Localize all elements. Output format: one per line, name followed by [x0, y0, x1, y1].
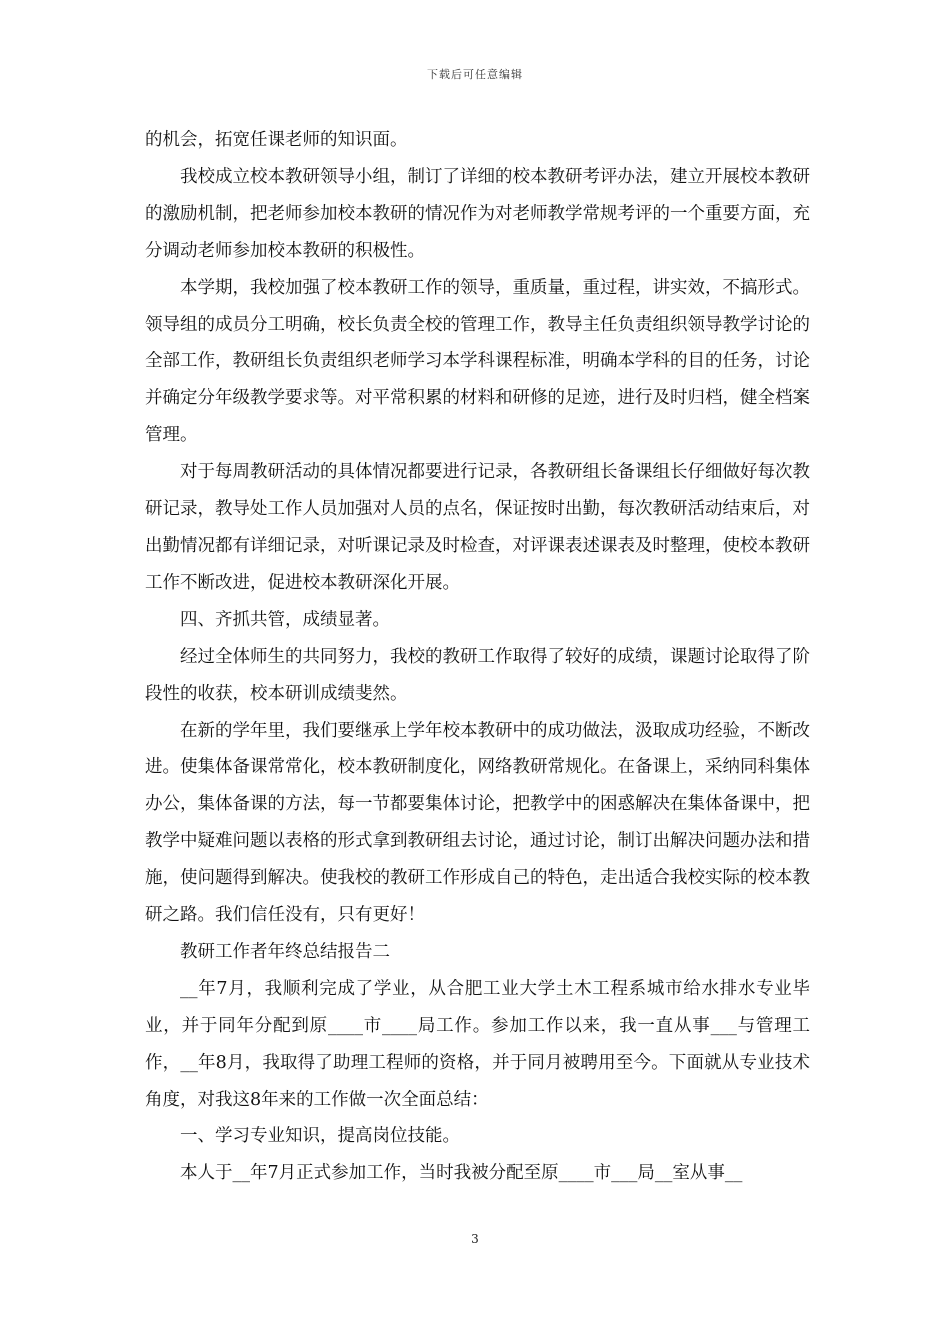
paragraph-2: 我校成立校本教研领导小组，制订了详细的校本教研考评办法，建立开展校本教研的激励机制，把老师参加校本教研的情况作为对老师教学常规考评的一个重要方面，充分调动老师参加校本教研的积极性。 [145, 166, 810, 261]
paragraph-6: 经过全体师生的共同努力，我校的教研工作取得了较好的成绩，课题讨论取得了阶段性的收获，校本研训成绩斐然。 [145, 646, 810, 704]
report-title-2: 教研工作者年终总结报告二 [180, 941, 390, 962]
section-heading-4: 四、齐抓共管，成绩显著。 [180, 609, 390, 630]
page-header: 下载后可任意编辑 [427, 68, 523, 81]
paragraph-7: 在新的学年里，我们要继承上学年校本教研中的成功做法，汲取成功经验，不断改进。使集体备课常常化，校本教研制度化，网络教研常规化。在备课上，采纳同科集体办公，集体备课的方法，每一节都要集体讨论，把教学中的困惑解决在集体备课中，把教学中疑难问题以表格的形式拿到教研组去讨论，通过讨论，制订出解决问题办法和措施，使问题得到解决。使我校的教研工作形成自己的特色，走出适合我校实际的校本教研之路。我们信任没有，只有更好！ [145, 720, 810, 926]
page-number: 3 [471, 1232, 479, 1246]
paragraph-1: 的机会，拓宽任课老师的知识面。 [145, 130, 408, 150]
paragraph-4: 对于每周教研活动的具体情况都要进行记录，各教研组长备课组长仔细做好每次教研记录，教导处工作人员加强对人员的点名，保证按时出勤，每次教研活动结束后，对出勤情况都有详细记录，对听课记录及时检查，对评课表述课表及时整理，使校本教研工作不断改进，促进校本教研深化开展。 [145, 462, 810, 593]
paragraph-3: 本学期，我校加强了校本教研工作的领导，重质量，重过程，讲实效，不搞形式。领导组的成员分工明确，校长负责全校的管理工作，教导主任负责组织领导教学讨论的全部工作，教研组长负责组织老师学习本学科课程标准，明确本学科的目的任务，讨论并确定分年级教学要求等。对平常积累的材料和研修的足迹，进行及时归档，健全档案管理。 [145, 277, 810, 446]
paragraph-11: 本人于__年7月正式参加工作，当时我被分配至原____市___局__室从事__ [180, 1163, 743, 1184]
section-heading-1: 一、学习专业知识，提高岗位技能。 [180, 1126, 460, 1147]
document-body [145, 122, 810, 1192]
paragraph-9: __年7月，我顺利完成了学业，从合肥工业大学土木工程系城市给水排水专业毕业，并于同年分配到原____市____局工作。参加工作以来，我一直从事___与管理工作，__年8月，我取得了助理工程师的资格，并于同月被聘用至今。下面就从专业技术角度，对我这8年来的工作做一次全面总结： [145, 978, 810, 1110]
